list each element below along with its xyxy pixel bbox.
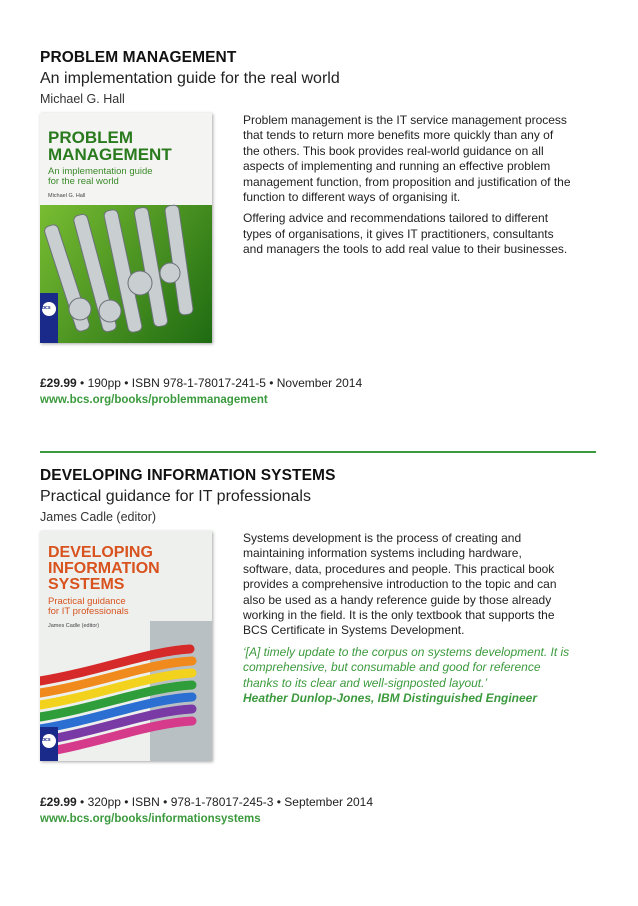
book-subtitle: Practical guidance for IT professionals (40, 488, 311, 505)
book-price: £29.99 (40, 795, 77, 809)
book-url-link[interactable]: www.bcs.org/books/problemmanagement (40, 394, 268, 406)
book-description (243, 113, 573, 264)
book-entry-problem-management (40, 48, 596, 406)
cover-subtitle-line1: An implementation guide (48, 166, 153, 177)
book-entry-developing-information-systems (40, 466, 596, 825)
cover-subtitle-line2: for the real world (48, 176, 119, 187)
book-title: PROBLEM MANAGEMENT (40, 49, 237, 66)
cover-author: James Cadle (editor) (48, 623, 100, 629)
book-cover-image (40, 113, 212, 343)
book-subtitle: An implementation guide for the real world (40, 70, 340, 87)
book-meta (40, 375, 362, 391)
bcs-logo-icon: bcs (42, 737, 51, 743)
description-paragraph: Offering advice and recommendations tailored to different types of organisations, it gives IT practitioners, consultants and managers the tools to add real value to their businesses. (243, 211, 568, 257)
book-cover-image (40, 531, 212, 761)
book-author: Michael G. Hall (40, 92, 125, 106)
description-paragraph: Systems development is the process of creating and maintaining information systems including hardware, software, data, procedures and people. This practical book provides a comprehensive introduction to the topic and can also be used as a handy reference guide by those already working in the field. It is the only textbook that supports the BCS Certificate in Systems Development. (243, 531, 557, 638)
book-details: • 190pp • ISBN 978-1-78017-241-5 • November 2014 (76, 376, 363, 390)
section-divider (40, 451, 596, 453)
review-quote (243, 645, 573, 707)
cover-author: Michael G. Hall (48, 193, 86, 199)
cover-title-line2: INFORMATION (48, 560, 160, 577)
bcs-logo-icon: bcs (42, 305, 51, 311)
cover-subtitle-line2: for IT professionals (48, 606, 129, 617)
book-meta (40, 794, 373, 810)
book-description (243, 531, 573, 712)
book-details: • 320pp • ISBN • 978-1-78017-245-3 • September 2014 (76, 795, 374, 809)
cover-title-line1: DEVELOPING (48, 544, 153, 561)
quote-source: Heather Dunlop-Jones, IBM Distinguished Engineer (243, 691, 538, 706)
book-url-link[interactable]: www.bcs.org/books/informationsystems (40, 813, 261, 825)
book-price: £29.99 (40, 376, 77, 390)
description-paragraph: Problem management is the IT service management process that tends to return more benefits more quickly than any of the others. This book provides real-world guidance on all aspects of implementing and running an effective problem management function, from proposition and justification of the function to different ways of organising it. (243, 113, 571, 205)
quote-text: ‘[A] timely update to the corpus on systems development. It is comprehensive, but consumable and good for reference thanks to its clear and well-signposted layout.’ (243, 644, 570, 690)
book-title: DEVELOPING INFORMATION SYSTEMS (40, 467, 336, 484)
cover-title-line3: SYSTEMS (48, 576, 125, 593)
cover-title-line2: MANAGEMENT (48, 145, 172, 164)
cover-subtitle-line1: Practical guidance (48, 596, 126, 607)
cover-title-line1: PROBLEM (48, 128, 133, 147)
book-author: James Cadle (editor) (40, 510, 157, 524)
